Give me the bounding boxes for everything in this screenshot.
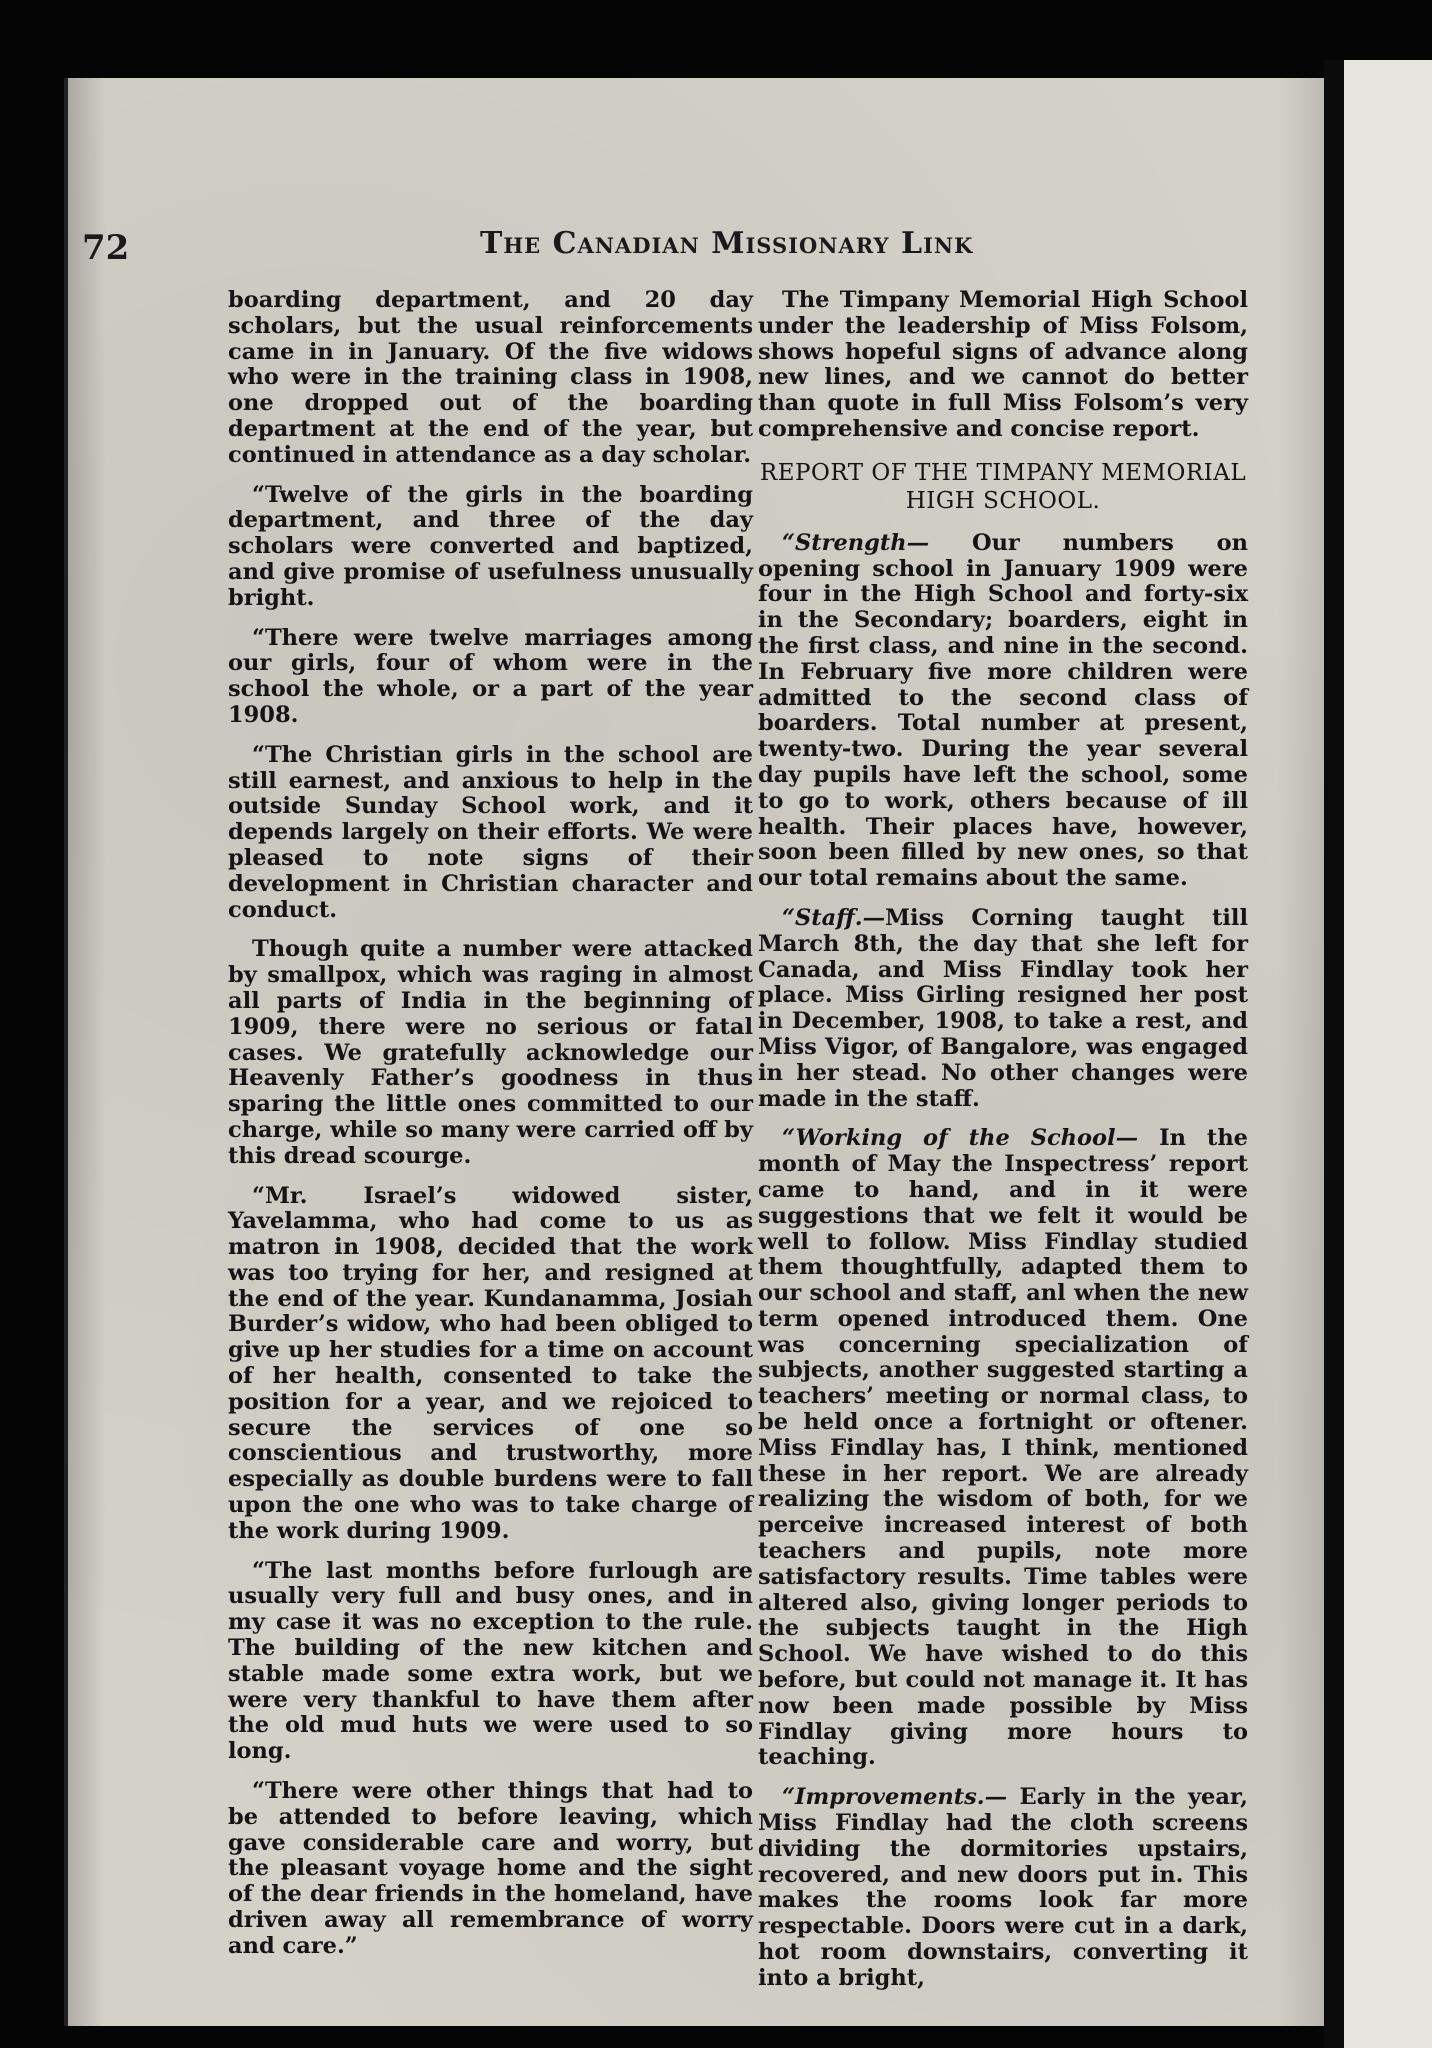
report-paragraph — [758, 531, 1248, 892]
left-paragraph: “The last months before furlough are usually very full and busy ones, and in my case it was no exception to the rule. The building of the new kitchen and stable made some extra work, but we were very thankful to have them after the old mud huts we were used to so long. — [228, 1557, 753, 1765]
paragraph-lead: “Working of the School— — [782, 1125, 1139, 1152]
section-title: REPORT OF THE TIMPANY MEMORIAL HIGH SCHOOL. — [759, 459, 1247, 514]
intro-paragraph: The Timpany Memorial High School under the leadership of Miss Folsom, shows hopeful signs of advance along new lines, and we cannot do better than quote in full Miss Folsom’s very comprehensive and concise report. — [758, 287, 1248, 442]
paragraph-body: Our numbers on opening school in January 1909 were four in the High School and forty-six in the Secondary; boarders, eight in the first class, and nine in the second. In February five more children were admitted to the second class of boarders. Total number at present, twenty-two. During the year several day pupils have left the school, some to go to work, others because of ill health. Their places have, however, soon been filled by new ones, so that our total remains about the same. — [758, 529, 1248, 892]
report-paragraph — [758, 1785, 1248, 1991]
paragraph-body: In the month of May the Inspectress’ report came to hand, and in it were suggestions that we felt it would be well to follow. Miss Findlay studied them thoughtfully, adapted them to our school and staff, anl when the new term opened introduced them. One was concerning specialization of subjects, another suggested starting a teachers’ meeting or normal class, to be held once a fortnight or oftener. Miss Findlay has, I think, mentioned these in her report. We are already realizing the wisdom of both, for we perceive increased interest of both teachers and pupils, note more satisfactory results. Time tables were altered also, giving longer periods to the subjects taught in the High School. We have wished to do this before, but could not manage it. It has now been made possible by Miss Findlay giving more hours to teaching. — [758, 1125, 1248, 1771]
left-paragraph: “There were other things that had to be attended to before leaving, which gave considerable care and worry, but the pleasant voyage home and the sight of the dear friends in the homeland, have driven away all remembrance of worry and care.” — [228, 1778, 753, 1959]
left-paragraph: Though quite a number were attacked by smallpox, which was raging in almost all parts of India in the beginning of 1909, there were no serious or fatal cases. We gratefully acknowledge our Heavenly Father’s goodness in thus sparing the little ones committed to our charge, while so many were carried off by this dread scourge. — [228, 936, 753, 1169]
facing-page-edge — [1344, 60, 1432, 2048]
page-number: 72 — [82, 228, 130, 268]
left-paragraph: boarding department, and 20 day scholars, but the usual reinforcements came in in January. Of the five widows who were in the training class in 1908, one dropped out of the boarding department at the end of the year, but continued in attendance as a day scholar. — [228, 287, 753, 468]
paragraph-lead: “Strength— — [782, 529, 930, 556]
page-gutter-shadow — [1324, 60, 1344, 2048]
paragraph-lead: “Improvements.— — [782, 1784, 1008, 1811]
left-paragraph: “There were twelve marriages among our girls, four of whom were in the school the whole, or a part of the year 1908. — [228, 624, 753, 728]
left-paragraph: “The Christian girls in the school are still earnest, and anxious to help in the outside Sunday School work, and it depends largely on their efforts. We were pleased to note signs of their development in Christian character and conduct. — [228, 741, 753, 923]
paragraph-body: Miss Corning taught till March 8th, the day that she left for Canada, and Miss Findlay took her place. Miss Girling resigned her post in December, 1908, to take a rest, and Miss Vigor, of Bangalore, was engaged in her stead. No other changes were made in the staff. — [758, 904, 1248, 1112]
paragraph-lead: “Staff.— — [782, 904, 886, 931]
left-paragraph: “Mr. Israel’s widowed sister, Yavelamma, who had come to us as matron in 1908, decided that the work was too trying for her, and resigned at the end of the year. Kundanamma, Josiah Burder’s widow, who had been obliged to give up her studies for a time on account of her health, consented to take the position for a year, and we rejoiced to secure the services of one so conscientious and trustworthy, more especially as double burdens were to fall upon the one who was to take charge of the work during 1909. — [228, 1182, 753, 1544]
right-column — [758, 288, 1248, 2006]
left-paragraph: “Twelve of the girls in the boarding department, and three of the day scholars were converted and baptized, and give promise of usefulness unusually bright. — [228, 481, 753, 611]
running-head: The Canadian Missionary Link — [480, 226, 974, 261]
paragraph-body: Early in the year, Miss Findlay had the cloth screens dividing the dormitories upstairs, recovered, and new doors put in. This makes the rooms look far more respectable. Doors were cut in a dark, hot room downstairs, converting it into a bright, — [758, 1784, 1248, 1991]
report-paragraph — [758, 906, 1248, 1112]
report-paragraph — [758, 1126, 1248, 1771]
left-column — [228, 288, 753, 1974]
